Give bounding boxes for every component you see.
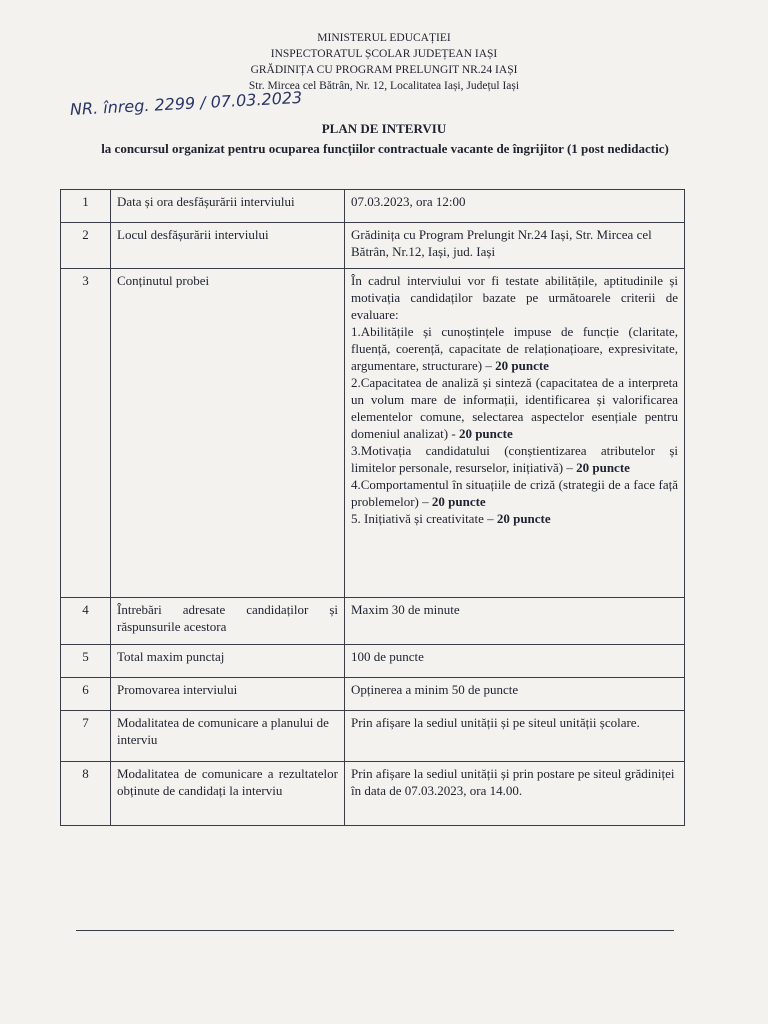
handwritten-registration-number: NR. înreg. 2299 / 07.03.2023 — [69, 87, 303, 119]
row-number: 2 — [61, 223, 111, 269]
row-value: Grădinița cu Program Prelungit Nr.24 Iași, Str. Mircea cel Bătrân, Nr.12, Iași, jud. Iași — [345, 223, 685, 269]
row-label: Total maxim punctaj — [111, 645, 345, 678]
row-number: 6 — [61, 678, 111, 711]
header-ministry: MINISTERUL EDUCAȚIEI — [317, 32, 451, 44]
criterion-points: 20 puncte — [576, 460, 630, 475]
row-number: 4 — [61, 598, 111, 645]
row-number: 8 — [61, 762, 111, 826]
row-label: Data și ora desfășurării interviului — [111, 190, 345, 223]
header-institution: GRĂDINIȚA CU PROGRAM PRELUNGIT NR.24 IAȘI — [250, 64, 518, 76]
criterion-points: 20 puncte — [496, 511, 551, 526]
table-row — [61, 711, 685, 762]
evaluation-criterion: 5. Inițiativă și creativitate – 20 puncte — [351, 511, 551, 526]
table-row — [61, 223, 685, 269]
table-row — [61, 598, 685, 645]
criterion-points: 20 puncte — [495, 358, 549, 373]
row-value: Maxim 30 de minute — [345, 598, 685, 645]
document-title: PLAN DE INTERVIU — [321, 121, 447, 136]
row-label: Întrebări adresate candidaților și răspunsurile acestora — [111, 598, 345, 645]
criterion-points: 20 puncte — [431, 494, 486, 509]
table-row — [61, 678, 685, 711]
row-label: Locul desfășurării interviului — [111, 223, 345, 269]
row-number: 7 — [61, 711, 111, 762]
table-row — [61, 762, 685, 826]
criterion-points: 20 puncte — [458, 426, 513, 441]
row-value: Opținerea a minim 50 de puncte — [345, 678, 685, 711]
table-row — [61, 190, 685, 223]
header-inspectorate: INSPECTORATUL ȘCOLAR JUDEȚEAN IAȘI — [270, 48, 498, 60]
row-label: Modalitatea de comunicare a rezultatelor obținute de candidați la interviu — [111, 762, 345, 826]
evaluation-criterion: 4.Comportamentul în situațiile de criză (strategii de a face față problemelor) – 20 puncte — [351, 477, 678, 509]
table-row — [61, 645, 685, 678]
document-header — [0, 30, 768, 94]
row-value: 100 de puncte — [345, 645, 685, 678]
document-subtitle: la concursul organizat pentru ocuparea funcțiilor contractuale vacante de îngrijitor (1 post nedidactic) — [101, 141, 669, 156]
row-label: Modalitatea de comunicare a planului de interviu — [111, 711, 345, 762]
evaluation-criterion: 1.Abilitățile și cunoștințele impuse de funcție (claritate, fluență, coerență, capacitate de relaționațioare, expresivitate, argumentare, structurare) – 20 puncte — [351, 324, 678, 373]
row-value — [345, 269, 685, 598]
evaluation-criterion: 2.Capacitatea de analiză și sinteză (capacitatea de a interpreta un volum mare de informații, identificarea și valorificarea elementelor comune, selectarea aspectelor esențiale pentru domeniul analizat) - 20 puncte — [351, 375, 678, 441]
row-number: 3 — [61, 269, 111, 598]
row-label: Conținutul probei — [111, 269, 345, 598]
row-number: 1 — [61, 190, 111, 223]
table-row — [61, 269, 685, 598]
header-address: Str. Mircea cel Bătrân, Nr. 12, Localitatea Iași, Județul Iași — [248, 80, 520, 92]
row-number: 5 — [61, 645, 111, 678]
interview-plan-table — [60, 189, 685, 826]
row-value: Prin afișare la sediul unității și prin postare pe siteul grădiniței în data de 07.03.2023, ora 14.00. — [345, 762, 685, 826]
evaluation-intro: În cadrul interviului vor fi testate abilitățile, aptitudinile și motivația candidaților bazate pe următoarele criterii de evaluare: — [351, 273, 678, 322]
row-value: Prin afișare la sediul unității și pe siteul unității școlare. — [345, 711, 685, 762]
evaluation-criterion: 3.Motivația candidatului (conștientizarea atributelor și limitelor personale, resurselor, inițiativă) – 20 puncte — [351, 443, 678, 475]
row-label: Promovarea interviului — [111, 678, 345, 711]
row-value: 07.03.2023, ora 12:00 — [345, 190, 685, 223]
bottom-divider — [76, 930, 674, 931]
